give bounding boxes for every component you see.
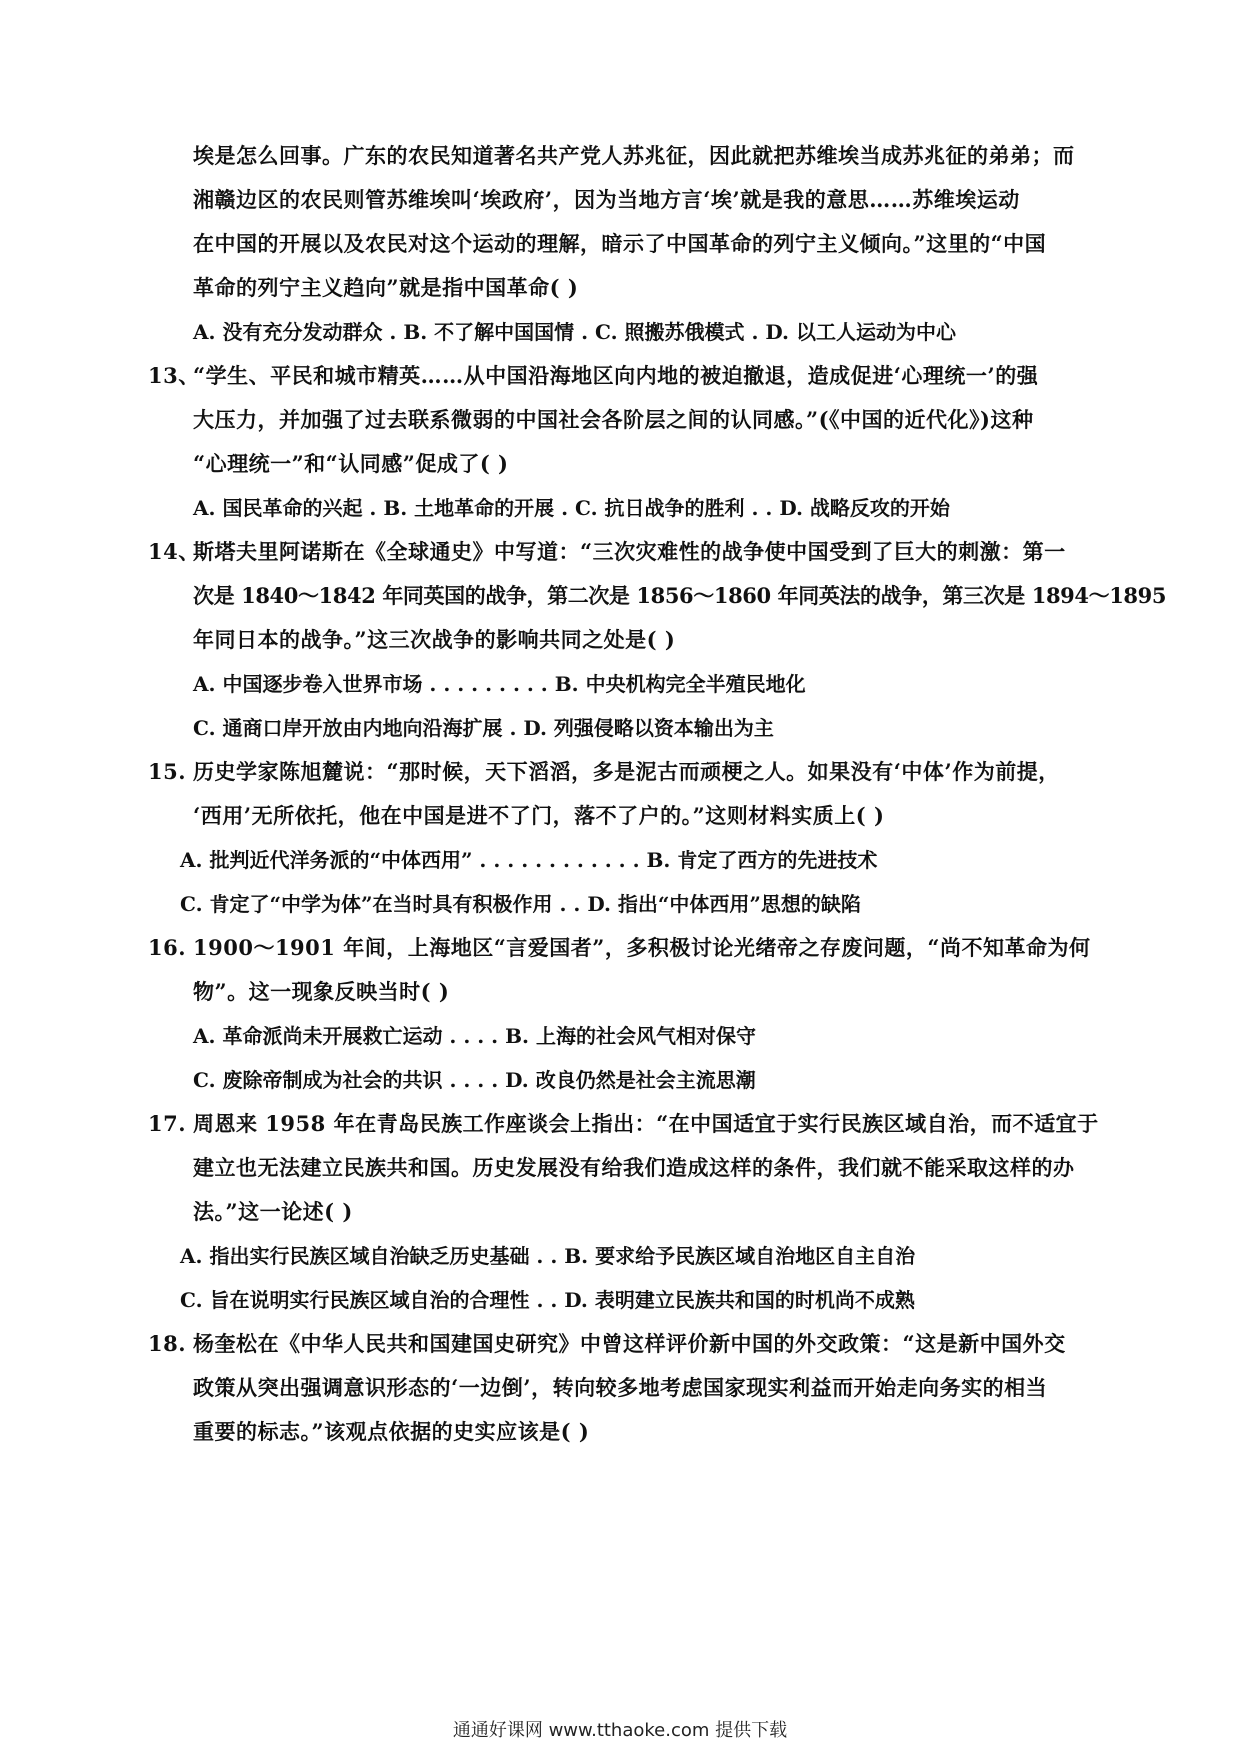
question-16-line-2: 物”。这一现象反映当时( ) — [193, 979, 450, 1004]
question-18-line-2: 政策从突出强调意识形态的‘一边倒’，转向较多地考虑国家现实利益而开始走向务实的相当 — [193, 1375, 1048, 1400]
question-12-line-3: 在中国的开展以及农民对这个运动的理解，暗示了中国革命的列宁主义倾向。”这里的“中国 — [193, 231, 1047, 256]
question-12-options: A. 没有充分发动群众 . B. 不了解中国国情 . C. 照搬苏俄模式 . D. 以工人运动为中心 — [193, 320, 956, 344]
question-18-number: 18. — [148, 1331, 187, 1356]
question-12-line-4: 革命的列宁主义趋向”就是指中国革命( ) — [193, 275, 579, 300]
question-13-line-3: “心理统一”和“认同感”促成了( ) — [193, 451, 509, 476]
question-15-line-1: 历史学家陈旭麓说：“那时候，天下滔滔，多是泥古而顽梗之人。如果没有‘中体’作为前提， — [193, 759, 1060, 784]
question-17-line-3: 法。”这一论述( ) — [193, 1199, 353, 1224]
question-12-line-2: 湘赣边区的农民则管苏维埃叫‘埃政府’，因为当地方言‘埃’就是我的意思……苏维埃运动 — [193, 187, 1020, 212]
question-15-option-row-1: A. 批判近代洋务派的“中体西用” . . . . . . . . . . . . B. 肯定了西方的先进技术 — [180, 848, 878, 872]
question-13-line-2: 大压力，并加强了过去联系微弱的中国社会各阶层之间的认同感。”(《中国的近代化》)这种 — [193, 407, 1034, 432]
question-17-option-row-2: C. 旨在说明实行民族区域自治的合理性 . . D. 表明建立民族共和国的时机尚不成熟 — [180, 1288, 915, 1312]
question-15-line-2: ‘西用’无所依托，他在中国是进不了门，落不了户的。”这则材料实质上( ) — [193, 803, 885, 828]
question-15-option-row-2: C. 肯定了“中学为体”在当时具有积极作用 . . D. 指出“中体西用”思想的缺陷 — [180, 892, 861, 916]
question-14-line-3: 年同日本的战争。”这三次战争的影响共同之处是( ) — [193, 627, 676, 652]
question-14-number: 14、 — [148, 539, 200, 564]
question-14-option-row-2: C. 通商口岸开放由内地向沿海扩展 . D. 列强侵略以资本输出为主 — [193, 716, 774, 740]
question-12-line-1: 埃是怎么回事。广东的农民知道著名共产党人苏兆征，因此就把苏维埃当成苏兆征的弟弟；而 — [193, 143, 1075, 168]
page-footer: 通通好课网 www.tthaoke.com 提供下载 — [452, 1720, 788, 1741]
question-18-line-3: 重要的标志。”该观点依据的史实应该是( ) — [193, 1419, 590, 1444]
question-16-number: 16. — [148, 935, 187, 960]
question-14-option-row-1: A. 中国逐步卷入世界市场 . . . . . . . . . B. 中央机构完全半殖民地化 — [193, 672, 806, 696]
question-16-option-row-2: C. 废除帝制成为社会的共识 . . . . D. 改良仍然是社会主流思潮 — [193, 1068, 756, 1092]
question-14-line-1: 斯塔夫里阿诺斯在《全球通史》中写道：“三次灾难性的战争使中国受到了巨大的刺激：第一 — [193, 539, 1066, 564]
question-18-line-1: 杨奎松在《中华人民共和国建国史研究》中曾这样评价新中国的外交政策：“这是新中国外交 — [193, 1331, 1066, 1356]
question-14-line-2: 次是 1840～1842 年同英国的战争，第二次是 1856～1860 年同英法的战争，第三次是 1894～1895 — [193, 583, 1167, 608]
question-17-line-1: 周恩来 1958 年在青岛民族工作座谈会上指出：“在中国适宜于实行民族区域自治，而不适宜于 — [193, 1111, 1099, 1136]
question-16-line-1: 1900～1901 年间，上海地区“言爱国者”，多积极讨论光绪帝之存废问题，“尚不知革命为何 — [193, 935, 1091, 960]
question-15-number: 15. — [148, 759, 187, 784]
question-13-number: 13、 — [148, 363, 200, 388]
question-17-option-row-1: A. 指出实行民族区域自治缺乏历史基础 . . B. 要求给予民族区域自治地区自主自治 — [180, 1244, 916, 1268]
question-13-options: A. 国民革命的兴起 . B. 土地革命的开展 . C. 抗日战争的胜利 . . D. 战略反攻的开始 — [193, 496, 950, 520]
question-17-number: 17. — [148, 1111, 187, 1136]
question-17-line-2: 建立也无法建立民族共和国。历史发展没有给我们造成这样的条件，我们就不能采取这样的办 — [193, 1155, 1075, 1180]
question-13-line-1: “学生、平民和城市精英……从中国沿海地区向内地的被迫撤退，造成促进‘心理统一’的强 — [193, 363, 1039, 388]
question-16-option-row-1: A. 革命派尚未开展救亡运动 . . . . B. 上海的社会风气相对保守 — [193, 1024, 756, 1048]
